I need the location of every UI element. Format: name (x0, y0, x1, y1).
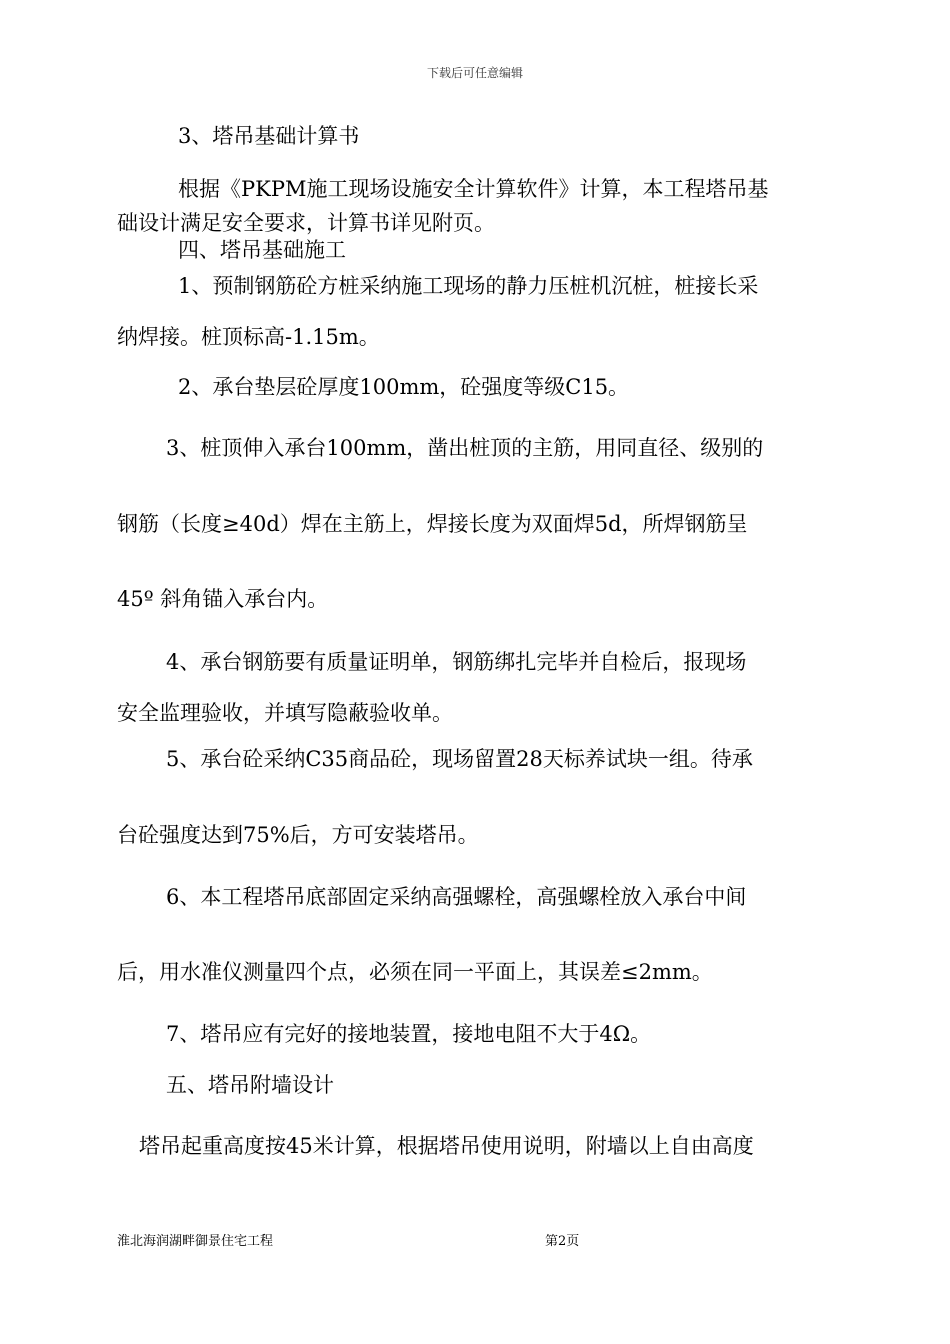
section-heading: 四、塔吊基础施工 (178, 238, 346, 262)
paragraph-line: 7、塔吊应有完好的接地装置，接地电阻不大于4Ω。 (166, 1022, 652, 1046)
paragraph-line: 纳焊接。桩顶标高-1.15m。 (117, 325, 380, 349)
paragraph-line: 45º 斜角锚入承台内。 (117, 587, 329, 611)
footer-project-name: 淮北海润湖畔御景住宅工程 (117, 1234, 274, 1249)
paragraph-line: 根据《PKPM施工现场设施安全计算软件》计算，本工程塔吊基 (178, 177, 769, 201)
paragraph-line: 安全监理验收，并填写隐蔽验收单。 (117, 701, 453, 725)
paragraph-line: 后，用水准仪测量四个点，必须在同一平面上，其误差≤2mm。 (117, 960, 713, 984)
section-heading: 五、塔吊附墙设计 (166, 1073, 334, 1097)
paragraph-line: 1、预制钢筋砼方桩采纳施工现场的静力压桩机沉桩，桩接长采 (178, 274, 759, 298)
paragraph-line: 钢筋（长度≥40d）焊在主筋上，焊接长度为双面焊5d，所焊钢筋呈 (117, 512, 748, 536)
footer-page-number: 第2页 (545, 1234, 580, 1249)
paragraph-line: 6、本工程塔吊底部固定采纳高强螺栓，高强螺栓放入承台中间 (166, 885, 747, 909)
paragraph-line: 3、桩顶伸入承台100mm，凿出桩顶的主筋，用同直径、级别的 (166, 436, 764, 460)
paragraph-line: 础设计满足安全要求，计算书详见附页。 (117, 211, 495, 235)
paragraph-line: 5、承台砼采纳C35商品砼，现场留置28天标养试块一组。待承 (166, 747, 753, 771)
paragraph-line: 2、承台垫层砼厚度100mm，砼强度等级C15。 (178, 375, 630, 399)
paragraph-line: 4、承台钢筋要有质量证明单，钢筋绑扎完毕并自检后，报现场 (166, 650, 747, 674)
header-note: 下载后可任意编辑 (426, 66, 523, 80)
section-heading: 3、塔吊基础计算书 (178, 124, 360, 148)
paragraph-line: 台砼强度达到75%后，方可安装塔吊。 (117, 823, 479, 847)
paragraph-line: 塔吊起重高度按45米计算，根据塔吊使用说明，附墙以上自由高度 (139, 1134, 754, 1158)
